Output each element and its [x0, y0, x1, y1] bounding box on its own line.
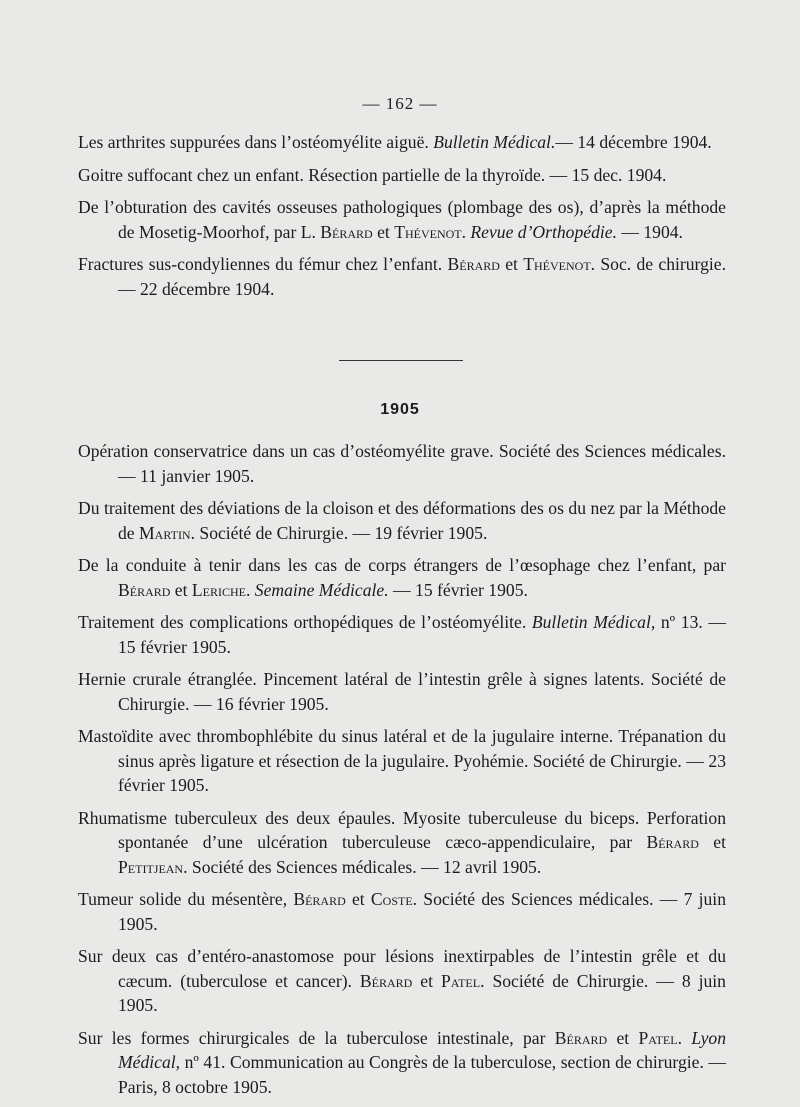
page-number: — 162 —: [362, 94, 438, 113]
bibliography-entry: Hernie crurale étranglée. Pincement latéral de l’intestin grêle à signes latents. Société de Chirurgie. — 16 février 1905.: [78, 669, 726, 714]
author-name: Thévenot: [394, 221, 462, 242]
entries-1904-section: [78, 130, 726, 309]
bibliography-entry: Goitre suffocant chez un enfant. Résection partielle de la thyroïde. — 15 dec. 1904.: [78, 164, 667, 185]
bibliography-entry: De l’obturation des cavités osseuses pathologiques (plombage des os), d’après la méthode de Mosetig-Moorhof, par L. Bérard et Thévenot. Revue d’Orthopédie. — 1904.: [78, 197, 726, 242]
author-name: Bérard: [646, 832, 699, 852]
bibliography-entry: Opération conservatrice dans un cas d’ostéomyélite grave. Société des Sciences médicales. — 11 janvier 1905.: [78, 441, 726, 486]
year-heading: 1905: [380, 401, 420, 418]
author-name: Patel: [638, 1027, 678, 1048]
author-name: Thévenot: [523, 254, 591, 274]
author-name: Petitjean: [118, 856, 184, 877]
bibliography-entry: Sur les formes chirurgicales de la tuberculose intestinale, par Bérard et Patel. Lyon Médical, nº 41. Communication au Congrès de la tuberculose, section de chirurgie. — Paris, 8 octobre 1905.: [78, 1027, 726, 1097]
journal-title: Bulletin Médical.: [433, 132, 556, 152]
bibliography-entry: Rhumatisme tuberculeux des deux épaules. Myosite tuberculeuse du biceps. Perforation spontanée d’une ulcération tuberculeuse cæco-appendiculaire, par Bérard et Petitjean. Société des Sciences médicales. — 12 avril 1905.: [78, 807, 726, 877]
author-name: Leriche: [191, 579, 246, 600]
bibliography-entry: Du traitement des déviations de la cloison et des déformations des os du nez par la Méthode de Martin. Société de Chirurgie. — 19 février 1905.: [78, 498, 726, 543]
author-name: Bérard: [320, 221, 373, 242]
bibliography-entry: Fractures sus-condyliennes du fémur chez l’enfant. Bérard et Thévenot. Soc. de chirurgie. — 22 décembre 1904.: [78, 254, 726, 299]
journal-title: Lyon Médical,: [118, 1027, 726, 1072]
section-divider: [339, 360, 463, 361]
author-name: Bérard: [293, 889, 346, 909]
author-name: Patel: [440, 970, 481, 991]
author-name: Bérard: [359, 970, 413, 991]
bibliography-entry: Mastoïdite avec thrombophlébite du sinus latéral et de la jugulaire interne. Trépanation du sinus après ligature et résection de la jugulaire. Pyohémie. Société de Chirurgie. — 23 février 1905.: [78, 726, 726, 795]
journal-title: Bulletin Médical,: [531, 612, 656, 632]
author-name: Coste: [370, 889, 413, 909]
journal-title: Semaine Médicale.: [254, 579, 389, 600]
bibliography-entry: De la conduite à tenir dans les cas de corps étrangers de l’œsophage chez l’enfant, par Bérard et Leriche. Semaine Médicale. — 15 février 1905.: [78, 555, 726, 600]
bibliography-entry: Les arthrites suppurées dans l’ostéomyélite aiguë. Bulletin Médical.— 14 décembre 1904.: [78, 132, 712, 152]
author-name: Martin: [139, 522, 191, 543]
bibliography-entry: Tumeur solide du mésentère, Bérard et Coste. Société des Sciences médicales. — 7 juin 1905.: [78, 889, 726, 934]
bibliography-entry: Traitement des complications orthopédiques de l’ostéomyélite. Bulletin Médical, nº 13. — 15 février 1905.: [78, 612, 726, 657]
bibliography-entry: Sur deux cas d’entéro-anastomose pour lésions inextirpables de l’intestin grêle et du cæcum. (tuberculose et cancer). Bérard et Patel. Société de Chirurgie. — 8 juin 1905.: [78, 946, 726, 1015]
author-name: Bérard: [554, 1027, 608, 1048]
author-name: Bérard: [118, 579, 171, 600]
journal-title: Revue d’Orthopédie.: [470, 221, 617, 242]
author-name: Bérard: [447, 254, 500, 274]
entries-1905-section: [78, 439, 726, 1107]
